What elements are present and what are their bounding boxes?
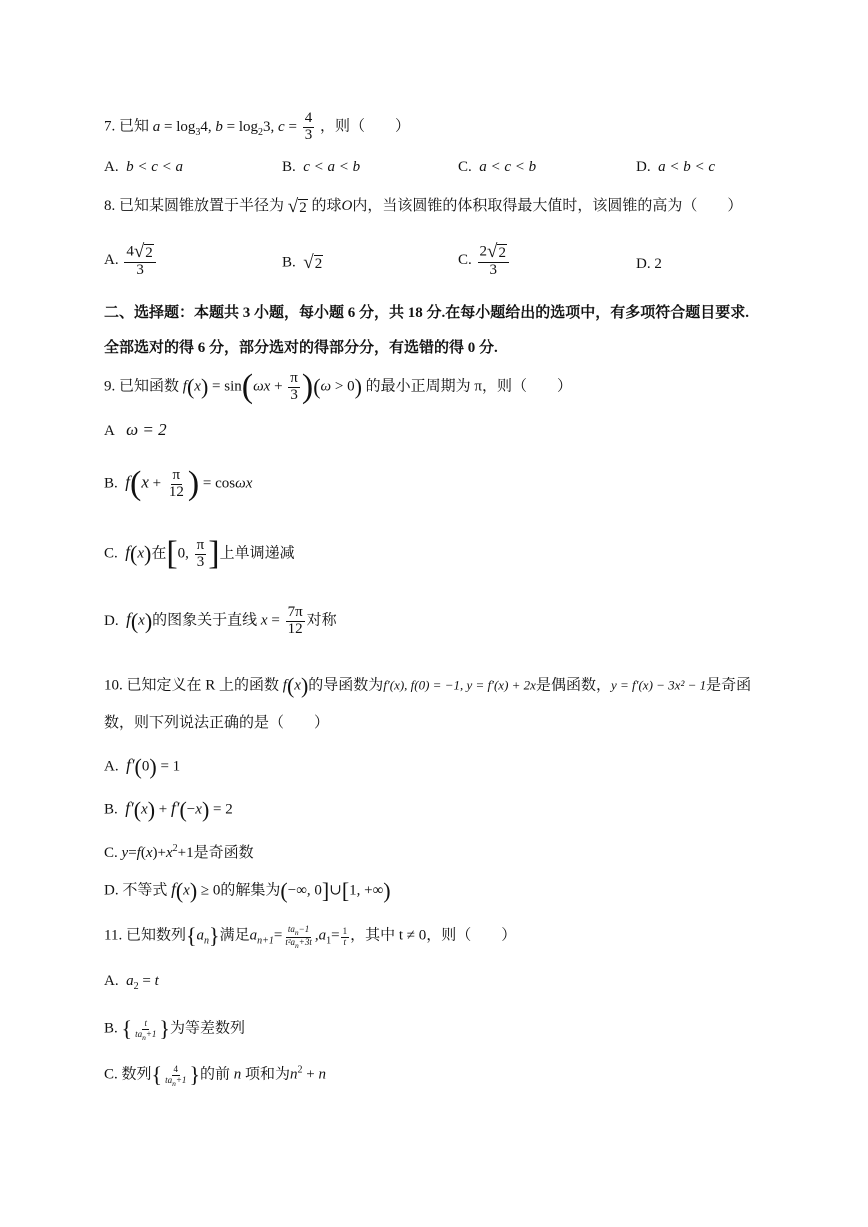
q8-option-c: C. $\frac{2√2}{3}$ [458, 242, 511, 279]
q7-option-b: B. c < a < b [282, 159, 361, 175]
q11-stem: 11. 已知数列$\{a_n\}$满足$a_{n+1}=$ $\frac{ta_n-1}{t^2a_n+3t}$ $,a_1=$ $\frac{1}{t}$ ，其中 t ≠ 0，则（ ） [104, 923, 517, 950]
q10-option-c: C. $y=f(x)+x^2+1$是奇函数 [104, 843, 254, 861]
q8-option-d: D. 2 [636, 256, 662, 272]
q7-tail: ，则（ ） [319, 118, 410, 135]
q10-stem-line2: 数，则下列说法正确的是（ ） [104, 715, 330, 731]
q7-option-d: D. a < b < c [636, 159, 715, 175]
q8-option-b: B. √2 [282, 252, 323, 273]
q7-expr: $a = \log_34$, $b = \log_23$, c = $\frac{4}{3}$ [152, 110, 313, 143]
q11-option-a: A. $a_2 = t$ [104, 973, 159, 992]
q9-option-b: B. f(x + $\frac{\pi}{12}$ ) = cosωx [104, 465, 253, 502]
q9-option-d: D. f(x)的图象关于直线 x = $\frac{7\pi}{12}$ 对称 [104, 604, 337, 637]
section2-line2: 全部选对的得 6 分，部分选对的得部分分，有选错的得 0 分. [104, 340, 498, 356]
q7-stem [104, 111, 410, 144]
q10-option-d: D. 不等式 f(x) ≥ 0的解集为(−∞, 0]∪[1, +∞) [104, 878, 391, 903]
q7-label: 7. 已知 [104, 118, 150, 135]
q10-stem: 10. 已知定义在 R 上的函数 f(x)的导函数为f′(x), f(0) = −1, y = f′(x) + 2x是偶函数，y = f′(x) − 3x² − 1是奇函 [104, 673, 752, 698]
q7-option-a: A. b < c < a [104, 159, 183, 175]
q11-option-b: B. { $\frac{t}{ta_n+1}$ }为等差数列 [104, 1016, 245, 1042]
q7-option-c: C. a < c < b [458, 159, 537, 175]
q9-stem: 9. 已知函数 f(x) = sin(ωx + $\frac{\pi}{3}$ )(ω > 0) 的最小正周期为 π，则（ ） [104, 368, 572, 405]
q9-option-a: A ω = 2 [104, 420, 167, 439]
q8-stem: 8. 已知某圆锥放置于半径为 √2 的球O内，当该圆锥的体积取得最大值时，该圆锥的高为（ ） [104, 196, 743, 217]
q11-option-c: C. 数列{ $\frac{4}{ta_n+1}$ }的前 n 项和为$n^2 + n$ [104, 1062, 326, 1088]
q8-option-a: A. $\frac{4√2}{3}$ [104, 242, 158, 279]
q8-radius: √2 [287, 196, 307, 217]
q10-option-a: A. f′(0) = 1 [104, 754, 181, 779]
q9-option-c: C. f(x)在[0, $\frac{\pi}{3}$ ]上单调递减 [104, 535, 295, 572]
section2-line1: 二、选择题：本题共 3 小题，每小题 6 分，共 18 分.在每小题给出的选项中，有多项符合题目要求. [104, 305, 750, 321]
q10-option-b: B. f′(x) + f′(−x) = 2 [104, 797, 233, 822]
